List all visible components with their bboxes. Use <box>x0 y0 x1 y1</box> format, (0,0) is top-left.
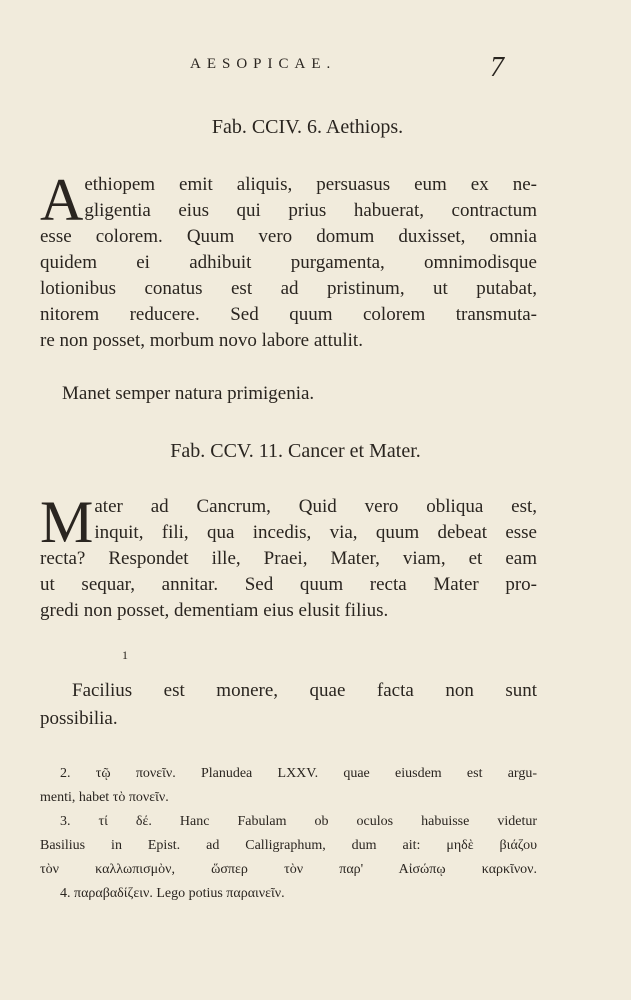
footnote-line: 2. τῷ πονεῖν. Planudea LXXV. quae eiusdem est argu- <box>60 766 537 781</box>
text-line: ut sequar, annitar. Sed quum recta Mater pro- <box>40 574 537 595</box>
text-line: ater ad Cancrum, Quid vero obliqua est, <box>94 496 537 517</box>
text-line: quidem ei adhibuit purgamenta, omnimodisque <box>40 252 537 273</box>
text-line: gredi non posset, dementiam eius elusit filius. <box>40 600 389 621</box>
fable-text <box>40 167 537 354</box>
drop-cap: A <box>40 167 84 233</box>
footnotes <box>40 762 537 906</box>
text-line: gligentia eius qui prius habuerat, contractum <box>84 200 537 221</box>
footnote-line: Basilius in Epist. ad Calligraphum, dum ait: μηδὲ βιάζου <box>40 838 537 853</box>
fable-text <box>40 489 537 624</box>
footnote-line: 3. τί δέ. Hanc Fabulam ob oculos habuisse videtur <box>60 814 537 829</box>
text-line: lotionibus conatus est ad pristinum, ut putabat, <box>40 278 537 299</box>
text-line: inquit, fili, qua incedis, via, quum debeat esse <box>94 522 537 543</box>
footnote-line: menti, habet τὸ πονεῖν. <box>40 790 169 805</box>
fable-moral: Manet semper natura primigenia. <box>62 383 315 404</box>
footnote-line: τὸν καλλωπισμὸν, ὥσπερ τὸν παρ' Αἰσώπῳ καρκῖνον. <box>40 862 537 877</box>
text-line: nitorem reducere. Sed quum colorem transmuta- <box>40 304 537 325</box>
page-number: 7 <box>490 52 504 83</box>
fable-title: Fab. CCV. 11. Cancer et Mater. <box>170 440 421 462</box>
footnote-line: 4. παραβαδίζειν. Lego potius παραινεῖν. <box>60 886 285 901</box>
moral-line: Facilius est monere, quae facta non sunt <box>72 680 537 701</box>
drop-cap: M <box>40 489 94 555</box>
text-line: ethiopem emit aliquis, persuasus eum ex ne- <box>84 174 537 195</box>
moral-line: possibilia. <box>40 708 118 729</box>
fable-moral <box>40 677 537 733</box>
text-line: re non posset, morbum novo labore attulit. <box>40 330 363 351</box>
fable-title: Fab. CCIV. 6. Aethiops. <box>211 116 404 138</box>
running-head: AESOPICAE. <box>190 56 337 72</box>
text-line: recta? Respondet ille, Praei, Mater, viam, et eam <box>40 548 537 569</box>
footnote-marker: 1 <box>122 648 128 662</box>
text-line: esse colorem. Quum vero domum duxisset, omnia <box>40 226 537 247</box>
